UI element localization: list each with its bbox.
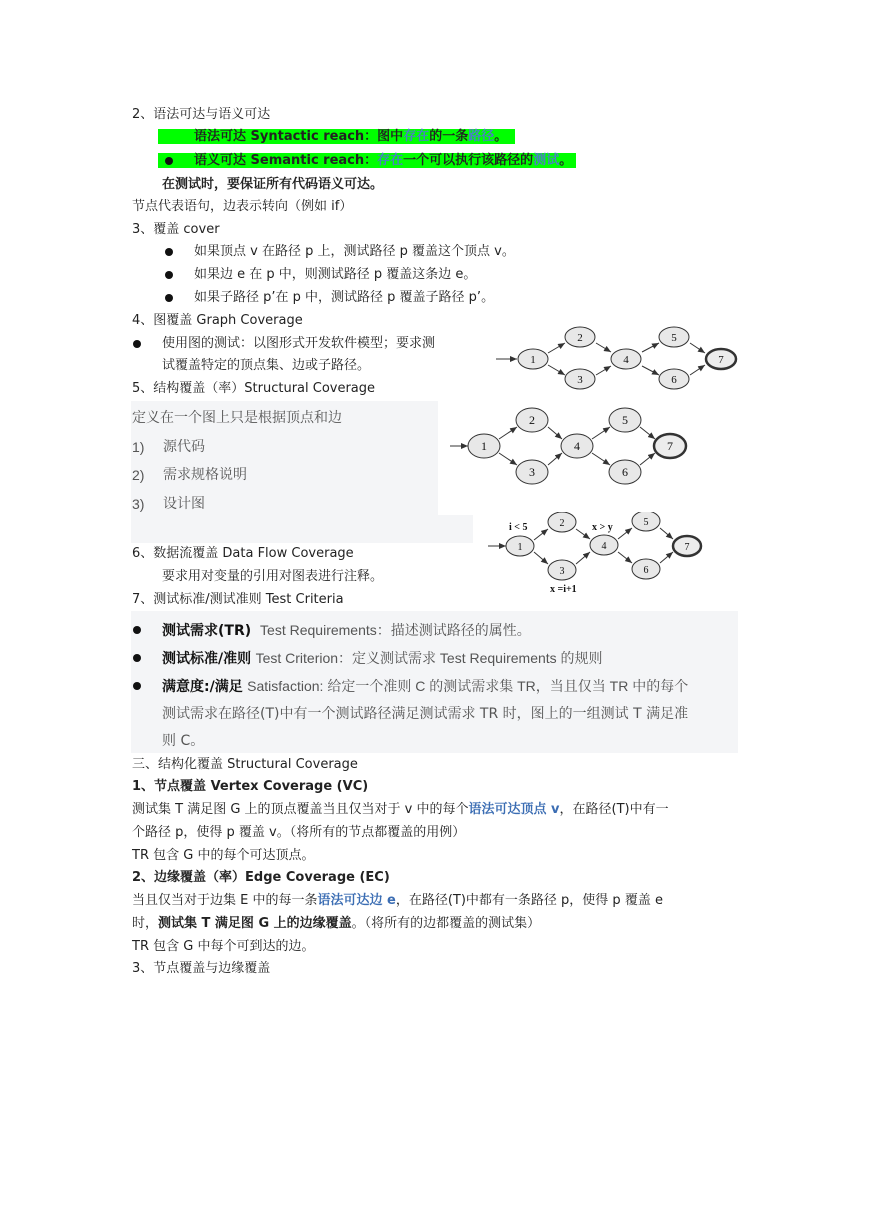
bullet-dot xyxy=(165,157,173,165)
bullet-dot xyxy=(165,248,173,256)
data-flow-line: 要求用对变量的引用对图表进行注释。 xyxy=(162,569,384,584)
criteria-satisfaction-line3: 则 C。 xyxy=(162,733,205,749)
graph-node-label: 6 xyxy=(643,565,649,576)
graph-node-label: 7 xyxy=(684,542,690,553)
vertex-coverage-line1: 测试集 T 满足图 G 上的顶点覆盖当且仅当对于 v 中的每个语法可达顶点 v，在路径(T)中有一 xyxy=(132,802,669,817)
bullet-dot xyxy=(133,340,141,348)
annotation-i-lt-5: i < 5 xyxy=(509,522,528,533)
part-3-heading: 三、结构化覆盖 Structural Coverage xyxy=(132,757,358,772)
graph-node-label: 5 xyxy=(671,332,677,344)
bullet-dot xyxy=(133,682,141,690)
section-5-heading: 5、结构覆盖（率）Structural Coverage xyxy=(132,381,376,396)
structural-definition: 定义在一个图上只是根据顶点和边 xyxy=(132,410,342,426)
syntactic-reach-item: 语法可达 Syntactic reach：图中存在的一条路径。 xyxy=(158,127,515,147)
vertex-coverage-heading: 1、节点覆盖 Vertex Coverage (VC) xyxy=(132,779,369,794)
graph-node-label: 5 xyxy=(643,517,649,528)
structural-panel-strip xyxy=(131,515,473,543)
graph-node-label: 1 xyxy=(517,542,523,553)
graph-coverage-line2: 试覆盖特定的顶点集、边或子路径。 xyxy=(162,358,371,373)
graph-node-label: 6 xyxy=(671,374,677,386)
edge-coverage-tr: TR 包含 G 中每个可到达的边。 xyxy=(132,939,315,954)
graph-node-label: 7 xyxy=(667,439,673,453)
list-number: 1) xyxy=(132,439,145,455)
graph-node-label: 3 xyxy=(577,374,583,386)
graph-node-label: 6 xyxy=(622,465,628,479)
graph-node-label: 4 xyxy=(623,354,629,366)
list-item-design: 设计图 xyxy=(163,496,205,512)
list-number: 3) xyxy=(132,496,145,512)
graph-node-label: 5 xyxy=(622,413,628,427)
graph-node-label: 7 xyxy=(718,354,724,366)
graph-node-label: 4 xyxy=(574,439,580,453)
list-item-spec: 需求规格说明 xyxy=(163,467,247,483)
graph-node-label: 2 xyxy=(559,518,565,529)
criteria-tr: 测试需求(TR) Test Requirements：描述测试路径的属性。 xyxy=(162,622,531,639)
semantic-reach-item: 语义可达 Semantic reach：存在一个可以执行该路径的测试。 xyxy=(158,151,576,171)
criteria-satisfaction-line2: 测试需求在路径(T)中有一个测试路径满足测试需求 TR 时，图上的一组测试 T 满足准 xyxy=(162,706,689,722)
nodes-edges-text: 节点代表语句，边表示转向（例如 if） xyxy=(132,199,353,214)
cover-item-subpath: 如果子路径 p’在 p 中，测试路径 p 覆盖子路径 p’。 xyxy=(194,290,495,305)
graph-node-label: 3 xyxy=(559,566,565,577)
criteria-tc: 测试标准/准则 Test Criterion：定义测试需求 Test Requirements 的规则 xyxy=(162,650,603,667)
graph-node-label: 3 xyxy=(529,465,535,479)
graph-node-label: 1 xyxy=(481,439,487,453)
graph-coverage-line1: 使用图的测试：以图形式开发软件模型；要求测 xyxy=(162,336,436,351)
graph-diagram-small xyxy=(490,322,740,394)
bullet-dot xyxy=(165,271,173,279)
vertex-coverage-tr: TR 包含 G 中的每个可达顶点。 xyxy=(132,848,315,863)
edge-coverage-line2: 时，测试集 T 满足图 G 上的边缘覆盖。（将所有的边都覆盖的测试集） xyxy=(132,916,541,931)
graph-node-label: 4 xyxy=(601,541,607,552)
section-3-heading: 3、覆盖 cover xyxy=(132,222,220,237)
graph-node-label: 2 xyxy=(529,413,535,427)
vertex-coverage-line2: 个路径 p，使得 p 覆盖 v。（将所有的节点都覆盖的用例） xyxy=(132,825,466,840)
section-4-heading: 4、图覆盖 Graph Coverage xyxy=(132,313,303,328)
graph-diagram-medium xyxy=(448,403,693,488)
graph-node-label: 1 xyxy=(530,354,536,366)
node-vs-edge-heading: 3、节点覆盖与边缘覆盖 xyxy=(132,961,271,976)
bullet-dot xyxy=(133,654,141,662)
graph-node-label: 2 xyxy=(577,332,583,344)
annotation-x-assign: x =i+1 xyxy=(550,584,577,595)
annotation-x-gt-y: x > y xyxy=(592,522,613,533)
list-item-source: 源代码 xyxy=(163,439,205,455)
list-number: 2) xyxy=(132,467,145,483)
bullet-dot xyxy=(165,294,173,302)
semantic-note: 在测试时，要保证所有代码语义可达。 xyxy=(162,177,384,192)
criteria-satisfaction: 满意度:/满足 Satisfaction: 给定一个准则 C 的测试需求集 TR，当且仅当 TR 中的每个 xyxy=(162,678,689,695)
bullet-dot xyxy=(133,626,141,634)
section-2-heading: 2、语法可达与语义可达 xyxy=(132,107,271,122)
cover-item-edge: 如果边 e 在 p 中，则测试路径 p 覆盖这条边 e。 xyxy=(194,267,477,282)
section-6-heading: 6、数据流覆盖 Data Flow Coverage xyxy=(132,546,354,561)
cover-item-vertex: 如果顶点 v 在路径 p 上，测试路径 p 覆盖这个顶点 v。 xyxy=(194,244,515,259)
edge-coverage-heading: 2、边缘覆盖（率）Edge Coverage (EC) xyxy=(132,870,390,885)
edge-coverage-line1: 当且仅当对于边集 E 中的每一条语法可达边 e，在路径(T)中都有一条路径 p，使得 p 覆盖 e xyxy=(132,893,663,908)
data-flow-graph-diagram xyxy=(486,512,706,596)
section-7-heading: 7、测试标准/测试准则 Test Criteria xyxy=(132,592,344,607)
